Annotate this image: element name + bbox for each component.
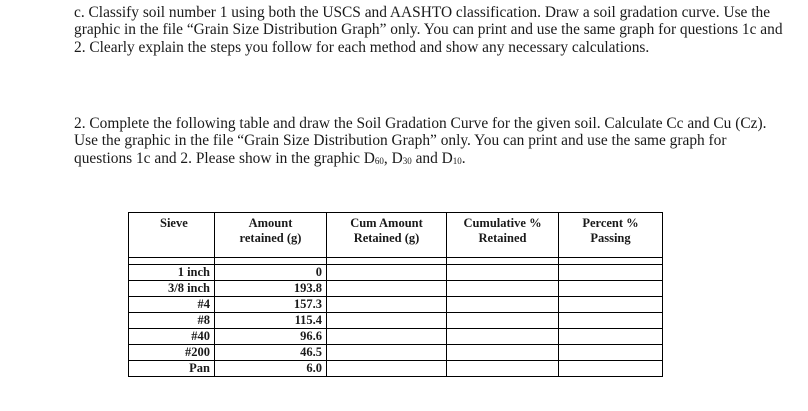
amount-cell: 115.4 [215,313,327,329]
question-2-text [74,115,786,167]
header-amount-retained [215,213,327,258]
percent-passing-cell [559,329,663,345]
cum-percent-cell [447,281,559,297]
table-row [129,297,663,313]
cum-percent-cell [447,361,559,377]
cum-percent-cell [447,329,559,345]
header-cum-amount-retained [327,213,447,258]
header-cum-line1: Cum Amount [350,216,423,230]
question-2-body: 2. Complete the following table and draw the Soil Gradation Curve for the given soil. Calculate Cc and Cu (Cz). Use the graphic in the file “Grain Size Distribution Graph” only. You can print and use the same graph for questions 1c and 2. Please show in the graphic D [74,115,767,167]
cum-amount-cell [327,281,447,297]
table-header-row [129,213,663,258]
header-passing-line2: Passing [590,231,631,245]
cum-percent-cell [447,345,559,361]
sieve-cell: #200 [129,345,215,361]
cum-amount-cell [327,265,447,281]
table-row [129,345,663,361]
sieve-cell: #8 [129,313,215,329]
percent-passing-cell [559,361,663,377]
header-amount-line1: Amount [248,216,293,230]
cum-percent-cell [447,313,559,329]
table-row [129,265,663,281]
cum-amount-cell [327,345,447,361]
header-passing-line1: Percent % [582,216,639,230]
amount-cell: 193.8 [215,281,327,297]
percent-passing-cell [559,297,663,313]
cum-amount-cell [327,313,447,329]
d10-subscript: 10 [452,155,462,166]
sieve-cell: 3/8 inch [129,281,215,297]
header-percent-passing [559,213,663,258]
cum-amount-cell [327,361,447,377]
cum-amount-cell [327,329,447,345]
table-row [129,329,663,345]
amount-cell: 0 [215,265,327,281]
percent-passing-cell [559,265,663,281]
header-amount-line2: retained (g) [239,231,302,245]
d30-subscript: 30 [402,155,412,166]
separator-1: , D [383,149,403,167]
amount-cell: 157.3 [215,297,327,313]
amount-cell: 96.6 [215,329,327,345]
header-sieve: Sieve [129,213,215,258]
amount-cell: 46.5 [215,345,327,361]
question-2-end: . [461,149,466,167]
separator-2: and D [411,149,453,167]
percent-passing-cell [559,345,663,361]
sieve-cell: Pan [129,361,215,377]
question-c-text: c. Classify soil number 1 using both the USCS and AASHTO classification. Draw a soil gradation curve. Use the graphic in the file “Grain Size Distribution Graph” only. You can print and use the same graph for questions 1c and 2. Clearly explain the steps you follow for each method and show any necessary calculations. [74,4,783,56]
table-row [129,361,663,377]
spacer-row [129,258,663,265]
sieve-cell: #40 [129,329,215,345]
sieve-cell: 1 inch [129,265,215,281]
sieve-cell: #4 [129,297,215,313]
percent-passing-cell [559,313,663,329]
header-cumpct-line1: Cumulative % [463,216,542,230]
d60-subscript: 60 [374,155,384,166]
percent-passing-cell [559,281,663,297]
amount-cell: 6.0 [215,361,327,377]
table-row [129,281,663,297]
sieve-analysis-table [128,212,663,377]
cum-amount-cell [327,297,447,313]
table-row [129,313,663,329]
cum-percent-cell [447,265,559,281]
header-cumpct-line2: Retained [478,231,527,245]
cum-percent-cell [447,297,559,313]
header-cum-line2: Retained (g) [353,231,420,245]
header-cumulative-percent-retained [447,213,559,258]
